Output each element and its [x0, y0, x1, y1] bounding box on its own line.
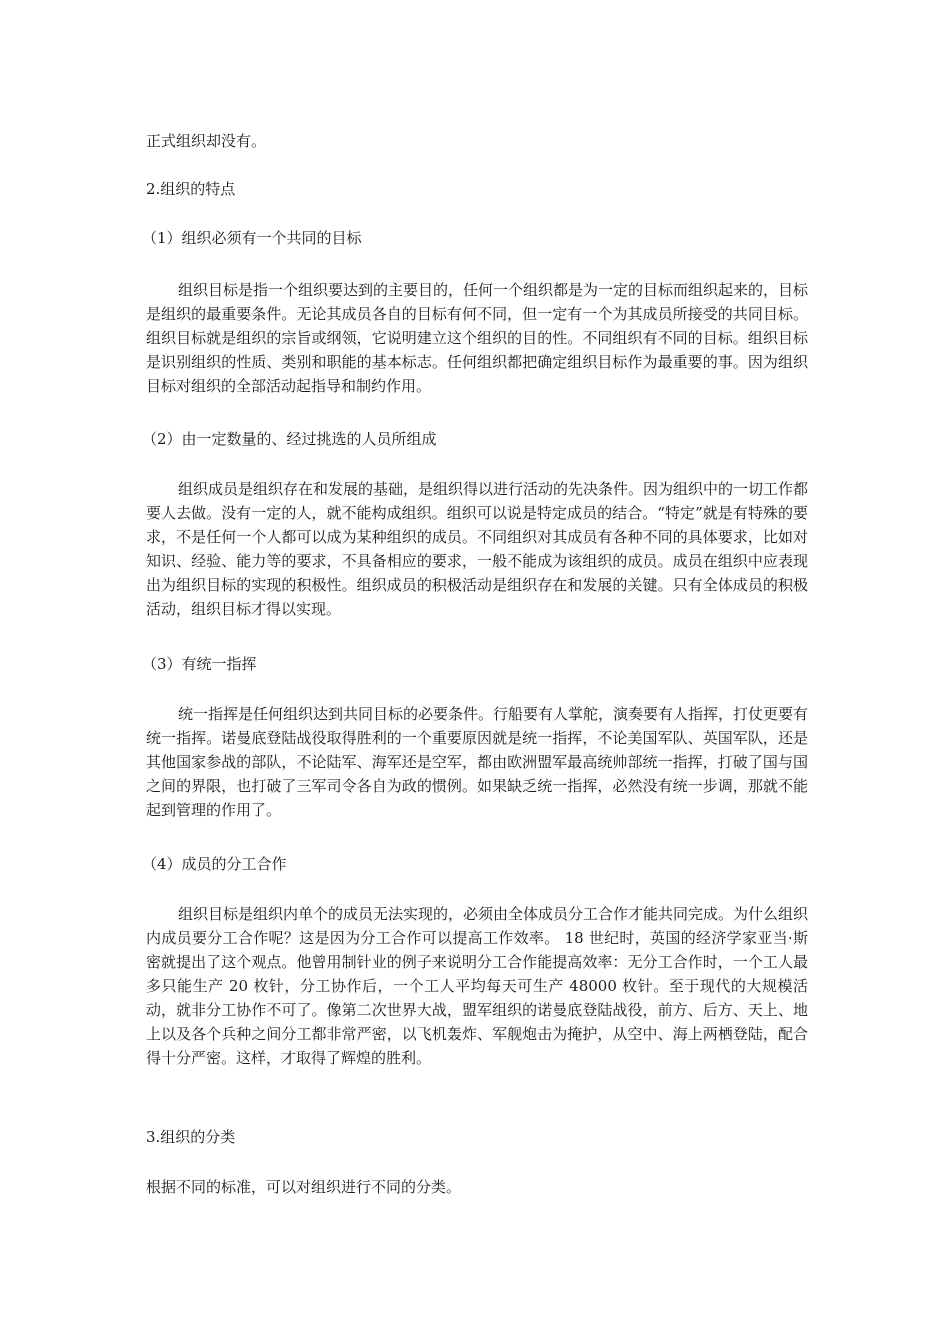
section-heading-organization-classification: 3.组织的分类 [146, 1128, 236, 1146]
subheading-common-goal: （1）组织必须有一个共同的目标 [142, 229, 362, 247]
paragraph-classification: 根据不同的标准，可以对组织进行不同的分类。 [146, 1178, 462, 1196]
section-heading-organization-features: 2.组织的特点 [146, 180, 236, 198]
paragraph-common-goal: 组织目标是指一个组织要达到的主要目的，任何一个组织都是为一定的目标而组织起来的，目标是组织的最重要条件。无论其成员各自的目标有何不同，但一定有一个为其成员所接受的共同目标。组织目标就是组织的宗旨或纲领，它说明建立这个组织的目的性。不同组织有不同的目标。组织目标是识别组织的性质、类别和职能的基本标志。任何组织都把确定组织目标作为最重要的事。因为组织目标对组织的全部活动起指导和制约作用。 [146, 281, 809, 395]
paragraph-division-of-labor: 组织目标是组织内单个的成员无法实现的，必须由全体成员分工合作才能共同完成。为什么组织内成员要分工合作呢？这是因为分工合作可以提高工作效率。 18 世纪时，英国的经济学家亚当·斯密就提出了这个观点。他曾用制针业的例子来说明分工合作能提高效率：无分工合作时，一个工人最多只能生产 20 枚针，分工协作后，一个工人平均每天可生产 48000 枚针。至于现代的大规模活动，就非分工协作不可了。像第二次世界大战，盟军组织的诺曼底登陆战役，前方、后方、天上、地上以及各个兵种之间分工都非常严密，以飞机轰炸、军舰炮击为掩护，从空中、海上两栖登陆，配合得十分严密。这样，才取得了辉煌的胜利。 [146, 905, 809, 1067]
paragraph-unified-command: 统一指挥是任何组织达到共同目标的必要条件。行船要有人掌舵，演奏要有人指挥，打仗更要有统一指挥。诺曼底登陆战役取得胜利的一个重要原因就是统一指挥，不论美国军队、英国军队，还是其他国家参战的部队，不论陆军、海军还是空军，都由欧洲盟军最高统帅部统一指挥，打破了国与国之间的界限，也打破了三军司令各自为政的惯例。如果缺乏统一指挥，必然没有统一步调，那就不能起到管理的作用了。 [146, 705, 809, 819]
subheading-division-of-labor: （4）成员的分工合作 [142, 855, 287, 873]
subheading-selected-members: （2）由一定数量的、经过挑选的人员所组成 [142, 430, 437, 448]
paragraph-selected-members: 组织成员是组织存在和发展的基础，是组织得以进行活动的先决条件。因为组织中的一切工作都要人去做。没有一定的人，就不能构成组织。组织可以说是特定成员的结合。“特定”就是有特殊的要求，不是任何一个人都可以成为某种组织的成员。不同组织对其成员有各种不同的具体要求，比如对知识、经验、能力等的要求，不具备相应的要求，一般不能成为该组织的成员。成员在组织中应表现出为组织目标的实现的积极性。组织成员的积极活动是组织存在和发展的关键。只有全体成员的积极活动，组织目标才得以实现。 [146, 480, 809, 618]
intro-closing-line: 正式组织却没有。 [146, 132, 267, 150]
subheading-unified-command: （3）有统一指挥 [142, 655, 257, 673]
